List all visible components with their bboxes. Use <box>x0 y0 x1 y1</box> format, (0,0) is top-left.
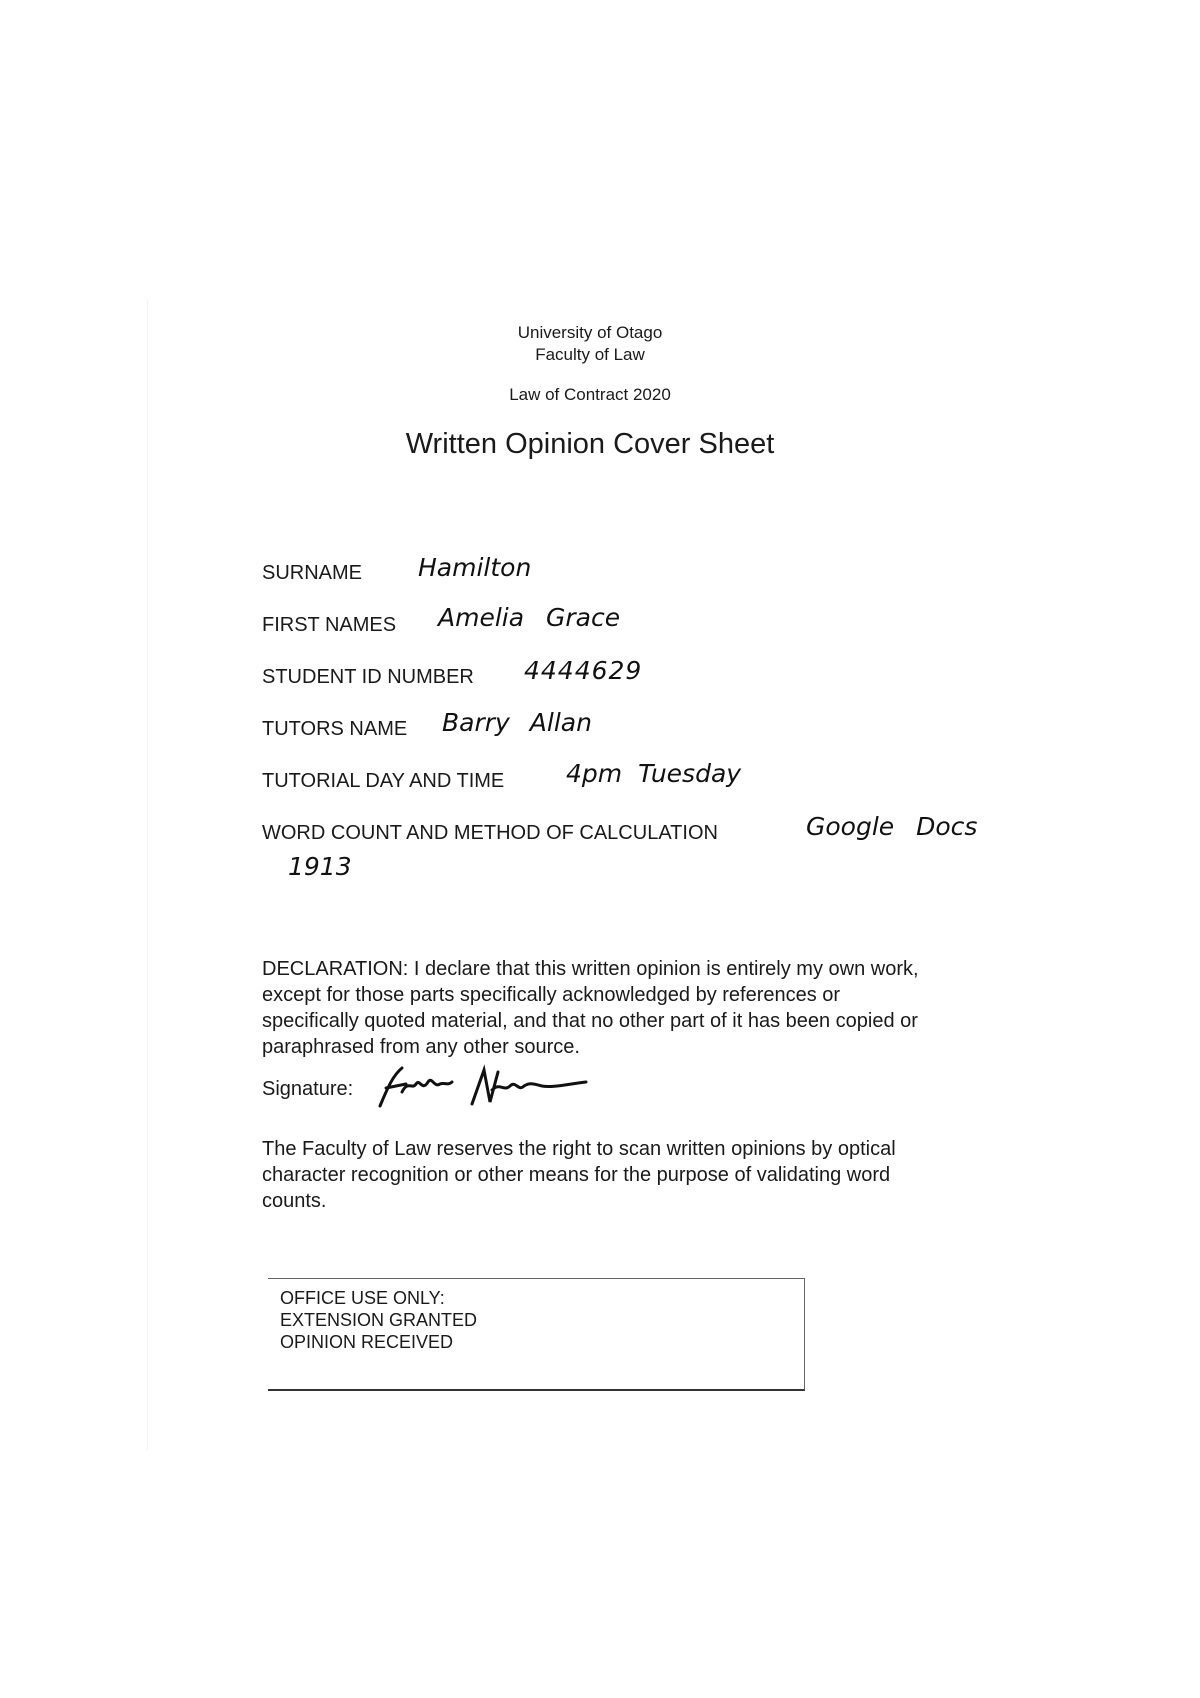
handwritten-signature-icon <box>372 1062 602 1112</box>
tutors-name-value: Barry Allan <box>442 708 592 737</box>
extension-granted-label: EXTENSION GRANTED <box>280 1310 478 1330</box>
student-id-label: STUDENT ID NUMBER <box>262 666 474 688</box>
tutors-name-label: TUTORS NAME <box>262 718 408 740</box>
word-count-method: Google Docs <box>806 812 978 841</box>
ocr-notice-text: The Faculty of Law reserves the right to scan written opinions by optical character recognition or other means for the purpose of validating word counts. <box>262 1138 896 1212</box>
faculty-name: Faculty of Law <box>535 345 645 364</box>
declaration-text: DECLARATION: I declare that this written opinion is entirely my own work, except for those parts specifically acknowledged by references or specifically quoted material, and that no other part of it has been copied or paraphrased from any other source. <box>262 958 919 1058</box>
institution-name: University of Otago <box>517 323 663 342</box>
surname-value: Hamilton <box>418 553 532 582</box>
institution-header <box>400 322 780 366</box>
word-count-value: 1913 <box>288 852 352 881</box>
student-id-value: 4444629 <box>524 656 643 685</box>
page-title: Written Opinion Cover Sheet <box>405 428 775 460</box>
tutorial-time-value: 4pm Tuesday <box>566 759 742 788</box>
first-names-value: Amelia Grace <box>438 603 621 632</box>
first-names-label: FIRST NAMES <box>262 614 397 636</box>
signature-label: Signature: <box>262 1078 354 1100</box>
office-use-heading: OFFICE USE ONLY: <box>280 1288 445 1308</box>
course-name: Law of Contract 2020 <box>509 385 671 404</box>
tutorial-time-label: TUTORIAL DAY AND TIME <box>262 770 505 792</box>
scan-edge-line <box>147 300 148 1450</box>
surname-label: SURNAME <box>262 562 363 584</box>
opinion-received-label: OPINION RECEIVED <box>280 1332 454 1352</box>
word-count-label: WORD COUNT AND METHOD OF CALCULATION <box>262 822 718 844</box>
office-use-lines <box>280 1287 477 1353</box>
